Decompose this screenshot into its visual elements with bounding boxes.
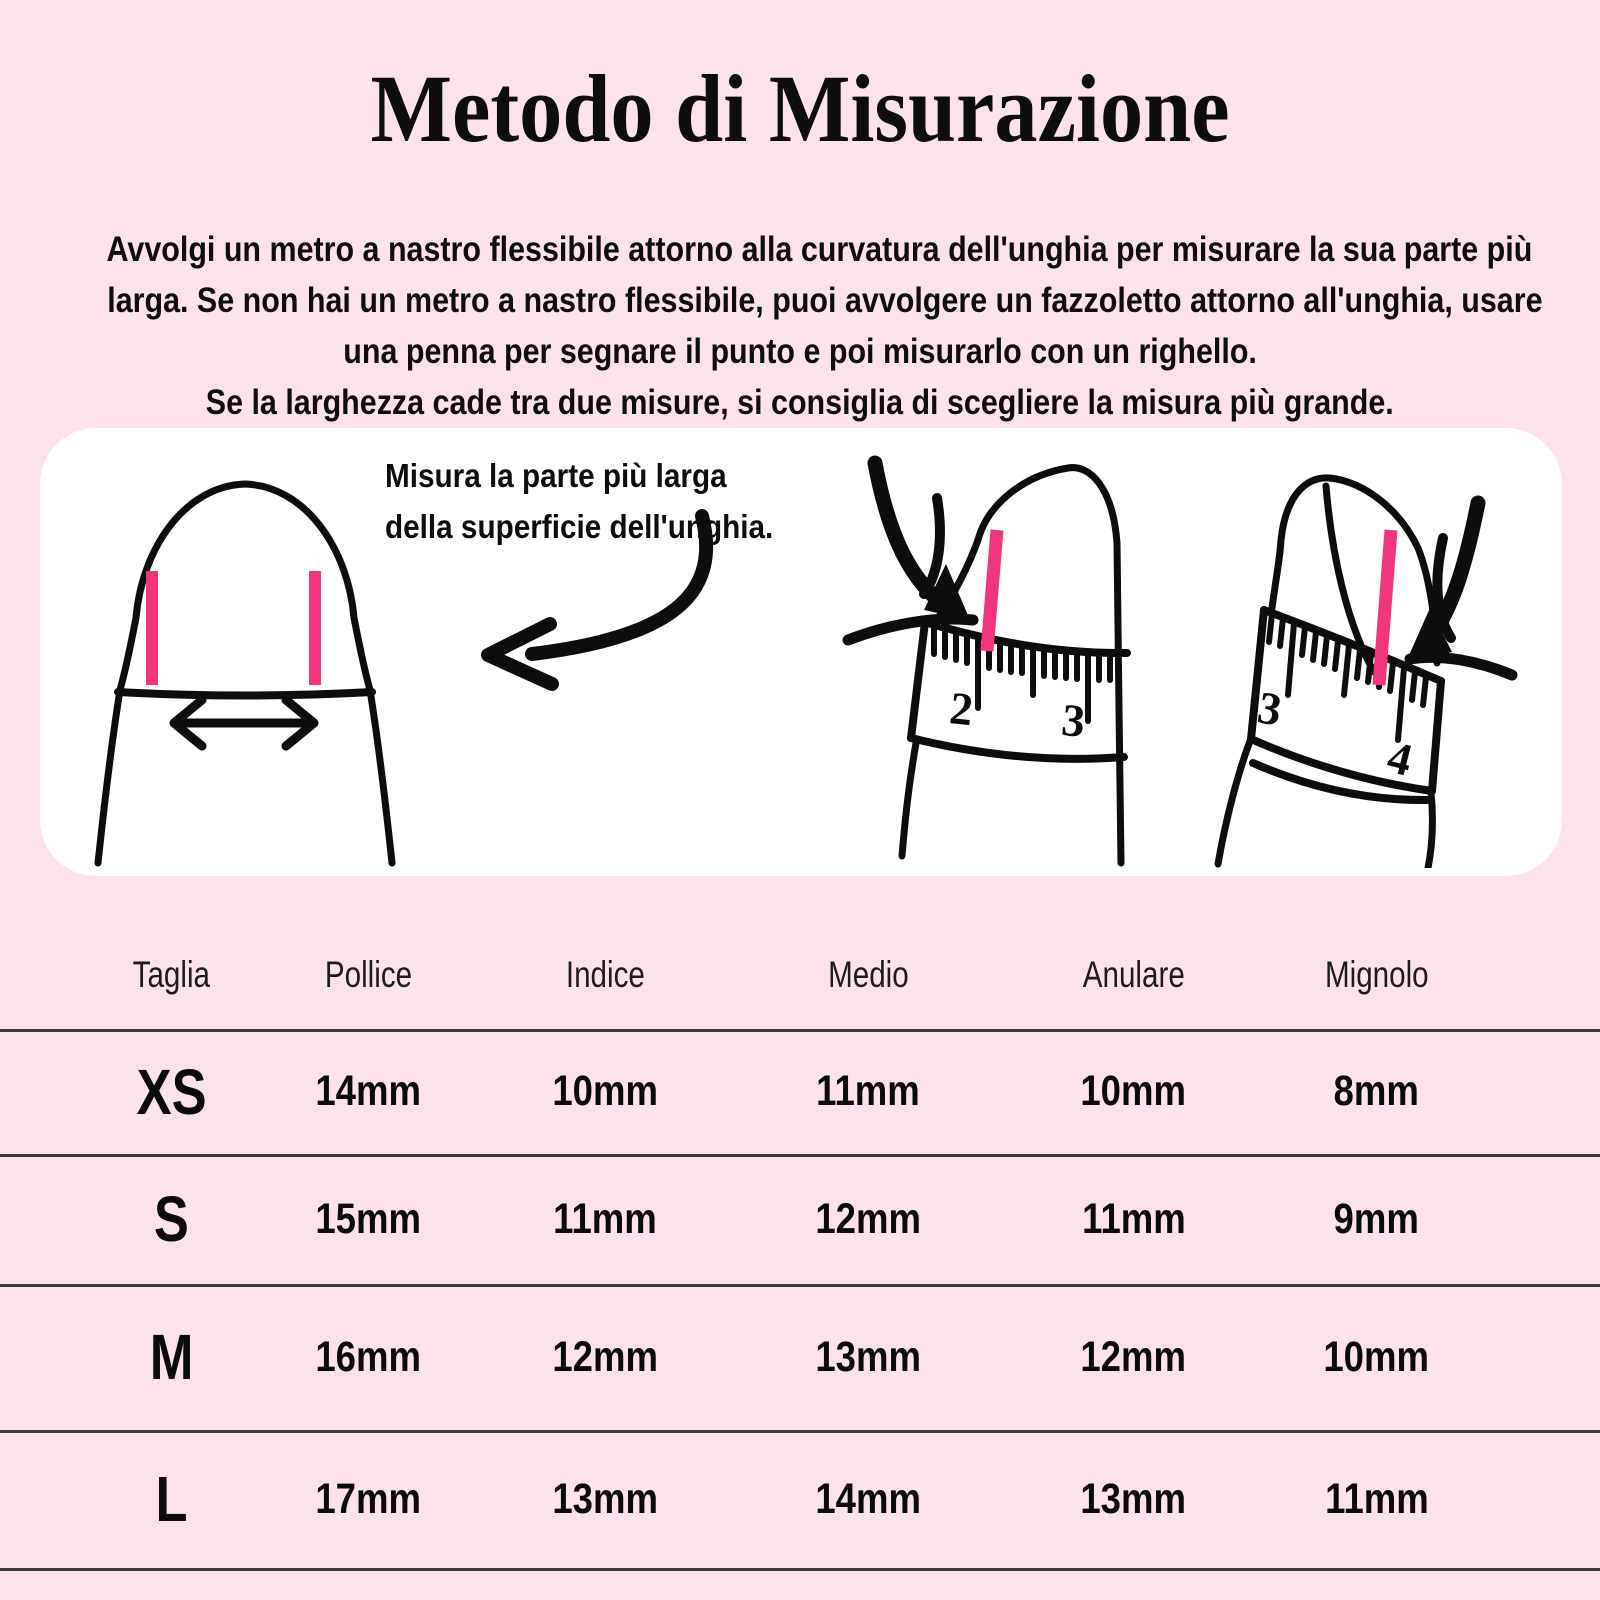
column-header-anulare: Anulare	[1082, 954, 1185, 995]
ruler-number: 3	[1059, 693, 1088, 748]
page-title: Metodo di Misurazione	[370, 55, 1230, 162]
width-double-arrow	[174, 700, 314, 746]
size-label: XS	[136, 1055, 207, 1128]
pointer-arrow	[1406, 503, 1512, 675]
size-label: L	[155, 1463, 188, 1535]
table-cell: 13mm	[552, 1474, 658, 1523]
table-cell: 11mm	[816, 1067, 920, 1115]
table-cell: 9mm	[1333, 1194, 1420, 1243]
table-cell: 14mm	[315, 1067, 422, 1115]
table-row-s	[0, 1154, 1600, 1284]
table-cell: 11mm	[1081, 1194, 1186, 1243]
table-cell: 16mm	[315, 1332, 422, 1381]
column-header-indice: Indice	[565, 954, 645, 995]
table-row-l	[0, 1430, 1600, 1568]
ruler-number: 4	[1382, 730, 1418, 786]
illustration-panel	[40, 428, 1562, 876]
caption-line-1: Misura la parte più larga	[385, 457, 727, 494]
table-cell: 13mm	[1080, 1474, 1187, 1523]
size-label: M	[149, 1321, 194, 1393]
tape-measure-diagram-1	[830, 448, 1150, 868]
table-cell: 13mm	[815, 1332, 921, 1381]
tape-measure-diagram-2	[1160, 448, 1520, 868]
ruler-number: 3	[1254, 681, 1286, 736]
instructions-line: Se la larghezza cade tra due misure, si consiglia di scegliere la misura più grande.	[205, 383, 1394, 422]
instructions-paragraph	[0, 228, 1600, 432]
column-header-medio: Medio	[827, 954, 909, 995]
table-cell: 15mm	[315, 1194, 422, 1243]
ruler-number: 2	[947, 682, 976, 736]
table-row-xs	[0, 1029, 1600, 1154]
table-cell: 8mm	[1333, 1067, 1420, 1115]
table-row-m	[0, 1284, 1600, 1430]
table-cell: 11mm	[553, 1194, 657, 1243]
table-cell: 10mm	[552, 1067, 658, 1115]
table-cell: 14mm	[815, 1474, 921, 1523]
table-cell: 12mm	[815, 1194, 921, 1243]
caption-line-2: della superficie dell'unghia.	[385, 508, 774, 545]
table-cell: 12mm	[552, 1332, 658, 1381]
table-cell: 10mm	[1323, 1332, 1430, 1381]
table-cell: 17mm	[315, 1474, 422, 1523]
diagram-caption	[385, 454, 816, 556]
table-header-row	[0, 940, 1600, 1010]
table-cell: 11mm	[1324, 1474, 1429, 1523]
pink-measure-mark	[146, 571, 158, 685]
column-header-mignolo: Mignolo	[1324, 954, 1429, 995]
pink-measure-mark	[309, 571, 321, 685]
instructions-line: larga. Se non hai un metro a nastro flessibile, puoi avvolgere un fazzoletto attorno all'unghia, usare	[107, 281, 1543, 320]
column-header-pollice: Pollice	[324, 954, 413, 995]
instructions-line: una penna per segnare il punto e poi misurarlo con un righello.	[343, 332, 1257, 371]
column-header-taglia: Taglia	[132, 954, 211, 995]
pointer-arrow	[848, 463, 973, 640]
size-label: S	[153, 1183, 190, 1255]
pink-measure-mark	[987, 530, 997, 651]
table-cell: 10mm	[1080, 1067, 1187, 1115]
table-cell: 12mm	[1080, 1332, 1187, 1381]
tape-ticks	[1269, 614, 1426, 740]
table-divider	[0, 1568, 1600, 1571]
instructions-line: Avvolgi un metro a nastro flessibile attorno alla curvatura dell'unghia per misurare la sua parte più	[106, 230, 1533, 269]
